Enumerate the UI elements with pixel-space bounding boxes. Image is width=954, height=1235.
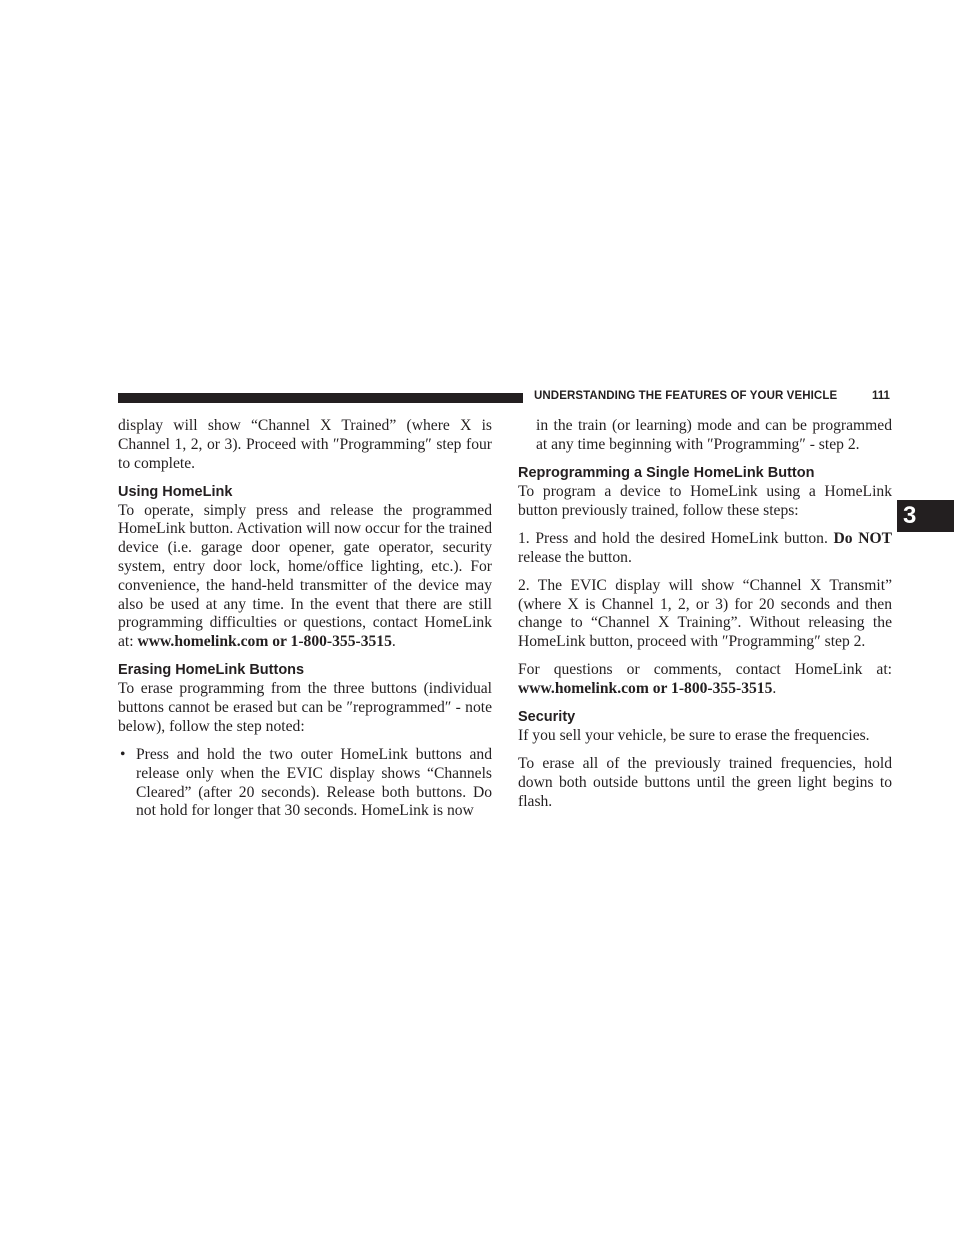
homelink-contact: www.homelink.com or 1-800-355-3515 [137,633,392,651]
bullet-continuation: in the train (or learning) mode and can be programmed at any time beginning with ″Programming″ - step 2. [536,417,892,453]
reprogramming-heading: Reprogramming a Single HomeLink Button [518,464,815,481]
running-header: UNDERSTANDING THE FEATURES OF YOUR VEHICLE [534,390,838,402]
step-1 [518,530,892,568]
step-1-emphasis: Do NOT [833,529,893,547]
security-heading: Security [518,709,576,726]
erasing-buttons-heading: Erasing HomeLink Buttons [118,662,305,679]
questions-paragraph [518,661,892,699]
list-item [118,746,492,821]
erase-steps-list [118,746,492,821]
page-number: 111 [872,390,890,402]
list-item-text: Press and hold the two outer HomeLink buttons and release only when the EVIC display shows “Channels Cleared” (after 20 seconds). Release both buttons. Do not hold for longer that 30 seconds. HomeLink is now [136,745,492,820]
intro-paragraph: display will show “Channel X Trained” (where X is Channel 1, 2, or 3). Proceed with ″Programming″ step four to complete. [118,417,492,472]
questions-text: For questions or comments, contact HomeLink at: [518,661,892,679]
left-column [118,417,492,821]
bullet: • [120,745,126,763]
sentence-end: . [391,633,396,651]
using-homelink-heading: Using HomeLink [118,483,233,500]
header-rule [118,393,523,403]
using-homelink-text: To operate, simply press and release the programmed HomeLink button. Activation will now occur for the trained device (i.e. garage door opener, gate operator, security system, entry door lock, home/office lighting, etc.). For convenience, the hand-held transmitter of the device may also be used at any time. In the event that there are still programming difficulties or questions, contact HomeLink at: [118,501,492,651]
using-homelink-paragraph [118,502,492,652]
security-paragraph-1: If you sell your vehicle, be sure to erase the frequencies. [518,727,870,745]
homelink-contact: www.homelink.com or 1-800-355-3515 [518,680,773,698]
erasing-buttons-paragraph: To erase programming from the three buttons (individual buttons cannot be erased but can be ″reprogrammed″ - note below), follow the step noted: [118,680,492,735]
reprogramming-intro: To program a device to HomeLink using a HomeLink button previously trained, follow these steps: [518,482,892,519]
sentence-end: . [772,680,777,698]
right-column [518,417,892,812]
chapter-tab: 3 [897,500,954,532]
step-1-end: release the button. [518,548,632,566]
step-2: 2. The EVIC display will show “Channel X Transmit” (where X is Channel 1, 2, or 3) for 20 seconds and then change to “Channel X Training”. Without releasing the HomeLink button, proceed with ″Programming″ step 2. [518,576,892,651]
step-1-text: 1. Press and hold the desired HomeLink button. [518,529,834,547]
security-paragraph-2: To erase all of the previously trained frequencies, hold down both outside buttons until the green light begins to flash. [518,755,892,810]
